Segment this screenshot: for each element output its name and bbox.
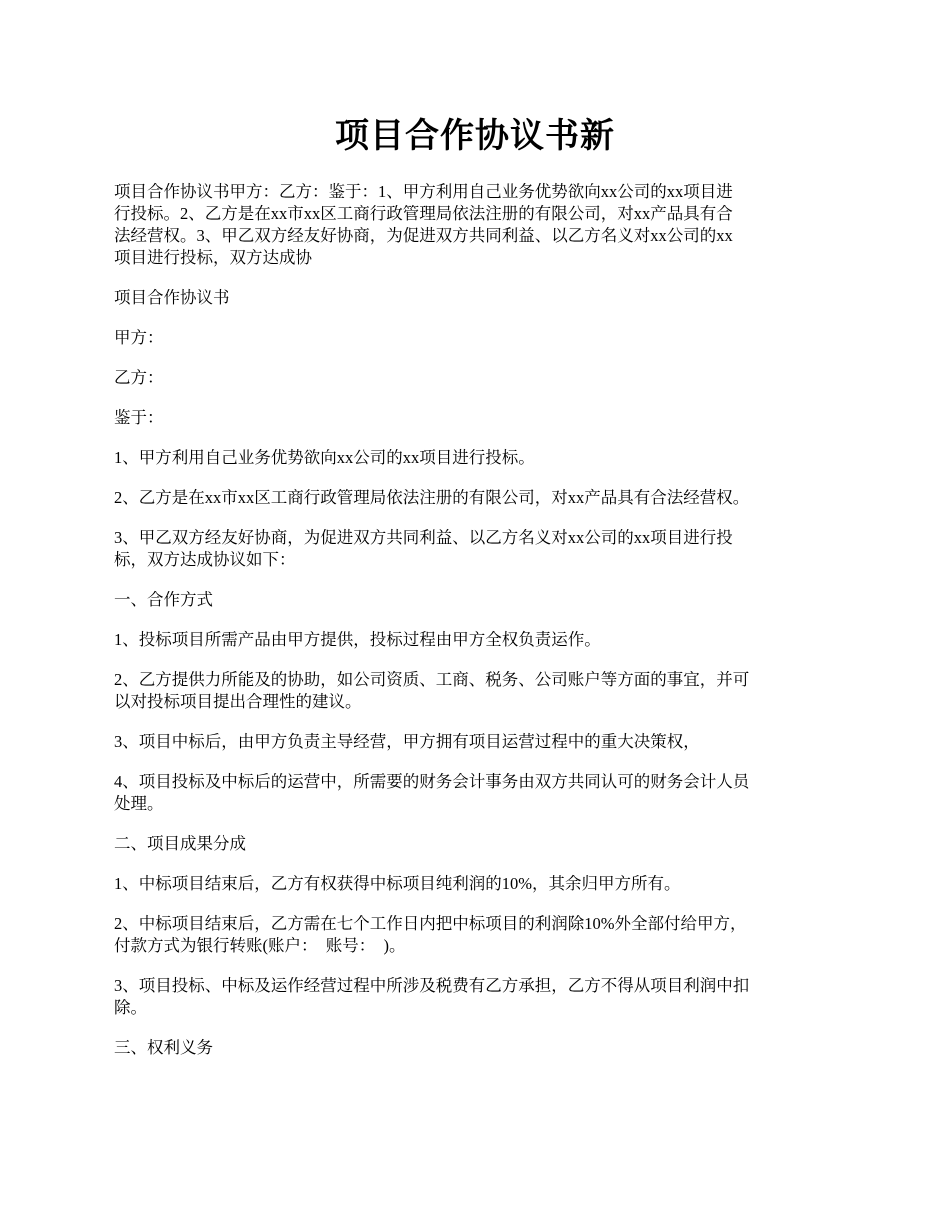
section-heading-cooperation: 一、合作方式 (114, 590, 213, 609)
profit-share-item-2: 2、中标项目结束后，乙方需在七个工作日内把中标项目的利润除10%外全部付给甲方， 付款方式为银行转账(账户： 账号： )。 (114, 914, 747, 955)
cooperation-item-1: 1、投标项目所需产品由甲方提供，投标过程由甲方全权负责运作。 (114, 630, 601, 649)
agreement-heading: 项目合作协议书 (114, 288, 230, 307)
document-title: 项目合作协议书新 (335, 118, 615, 155)
intro-summary-paragraph: 项目合作协议书甲方：乙方：鉴于：1、甲方利用自己业务优势欲向xx公司的xx项目进 行投标。2、乙方是在xx市xx区工商行政管理局依法注册的有限公司，对xx产品具有合 法经营权。3、甲乙双方经友好协商，为促进双方共同利益、以乙方名义对xx公司的xx 项目进行投标，双方达成协 (114, 182, 733, 267)
profit-share-item-3: 3、项目投标、中标及运作经营过程中所涉及税费有乙方承担，乙方不得从项目利润中扣 除。 (114, 976, 750, 1017)
cooperation-item-3: 3、项目中标后，由甲方负责主导经营，甲方拥有项目运营过程中的重大决策权， (114, 732, 700, 751)
party-b-line: 乙方： (114, 368, 164, 387)
cooperation-item-4: 4、项目投标及中标后的运营中，所需要的财务会计事务由双方共同认可的财务会计人员 处理。 (114, 772, 750, 813)
whereas-line: 鉴于： (114, 408, 164, 427)
whereas-item-3: 3、甲乙双方经友好协商，为促进双方共同利益、以乙方名义对xx公司的xx项目进行投 标，双方达成协议如下： (114, 528, 733, 569)
section-heading-rights-duties: 三、权利义务 (114, 1038, 213, 1057)
whereas-item-1: 1、甲方利用自己业务优势欲向xx公司的xx项目进行投标。 (114, 448, 535, 467)
cooperation-item-2: 2、乙方提供力所能及的协助，如公司资质、工商、税务、公司账户等方面的事宜，并可 以对投标项目提出合理性的建议。 (114, 670, 750, 711)
document-body (114, 181, 844, 1077)
profit-share-item-1: 1、中标项目结束后，乙方有权获得中标项目纯利润的10%，其余归甲方所有。 (114, 874, 681, 893)
section-heading-profit-share: 二、项目成果分成 (114, 834, 246, 853)
party-a-line: 甲方： (114, 328, 164, 347)
whereas-item-2: 2、乙方是在xx市xx区工商行政管理局依法注册的有限公司，对xx产品具有合法经营权。 (114, 488, 750, 507)
